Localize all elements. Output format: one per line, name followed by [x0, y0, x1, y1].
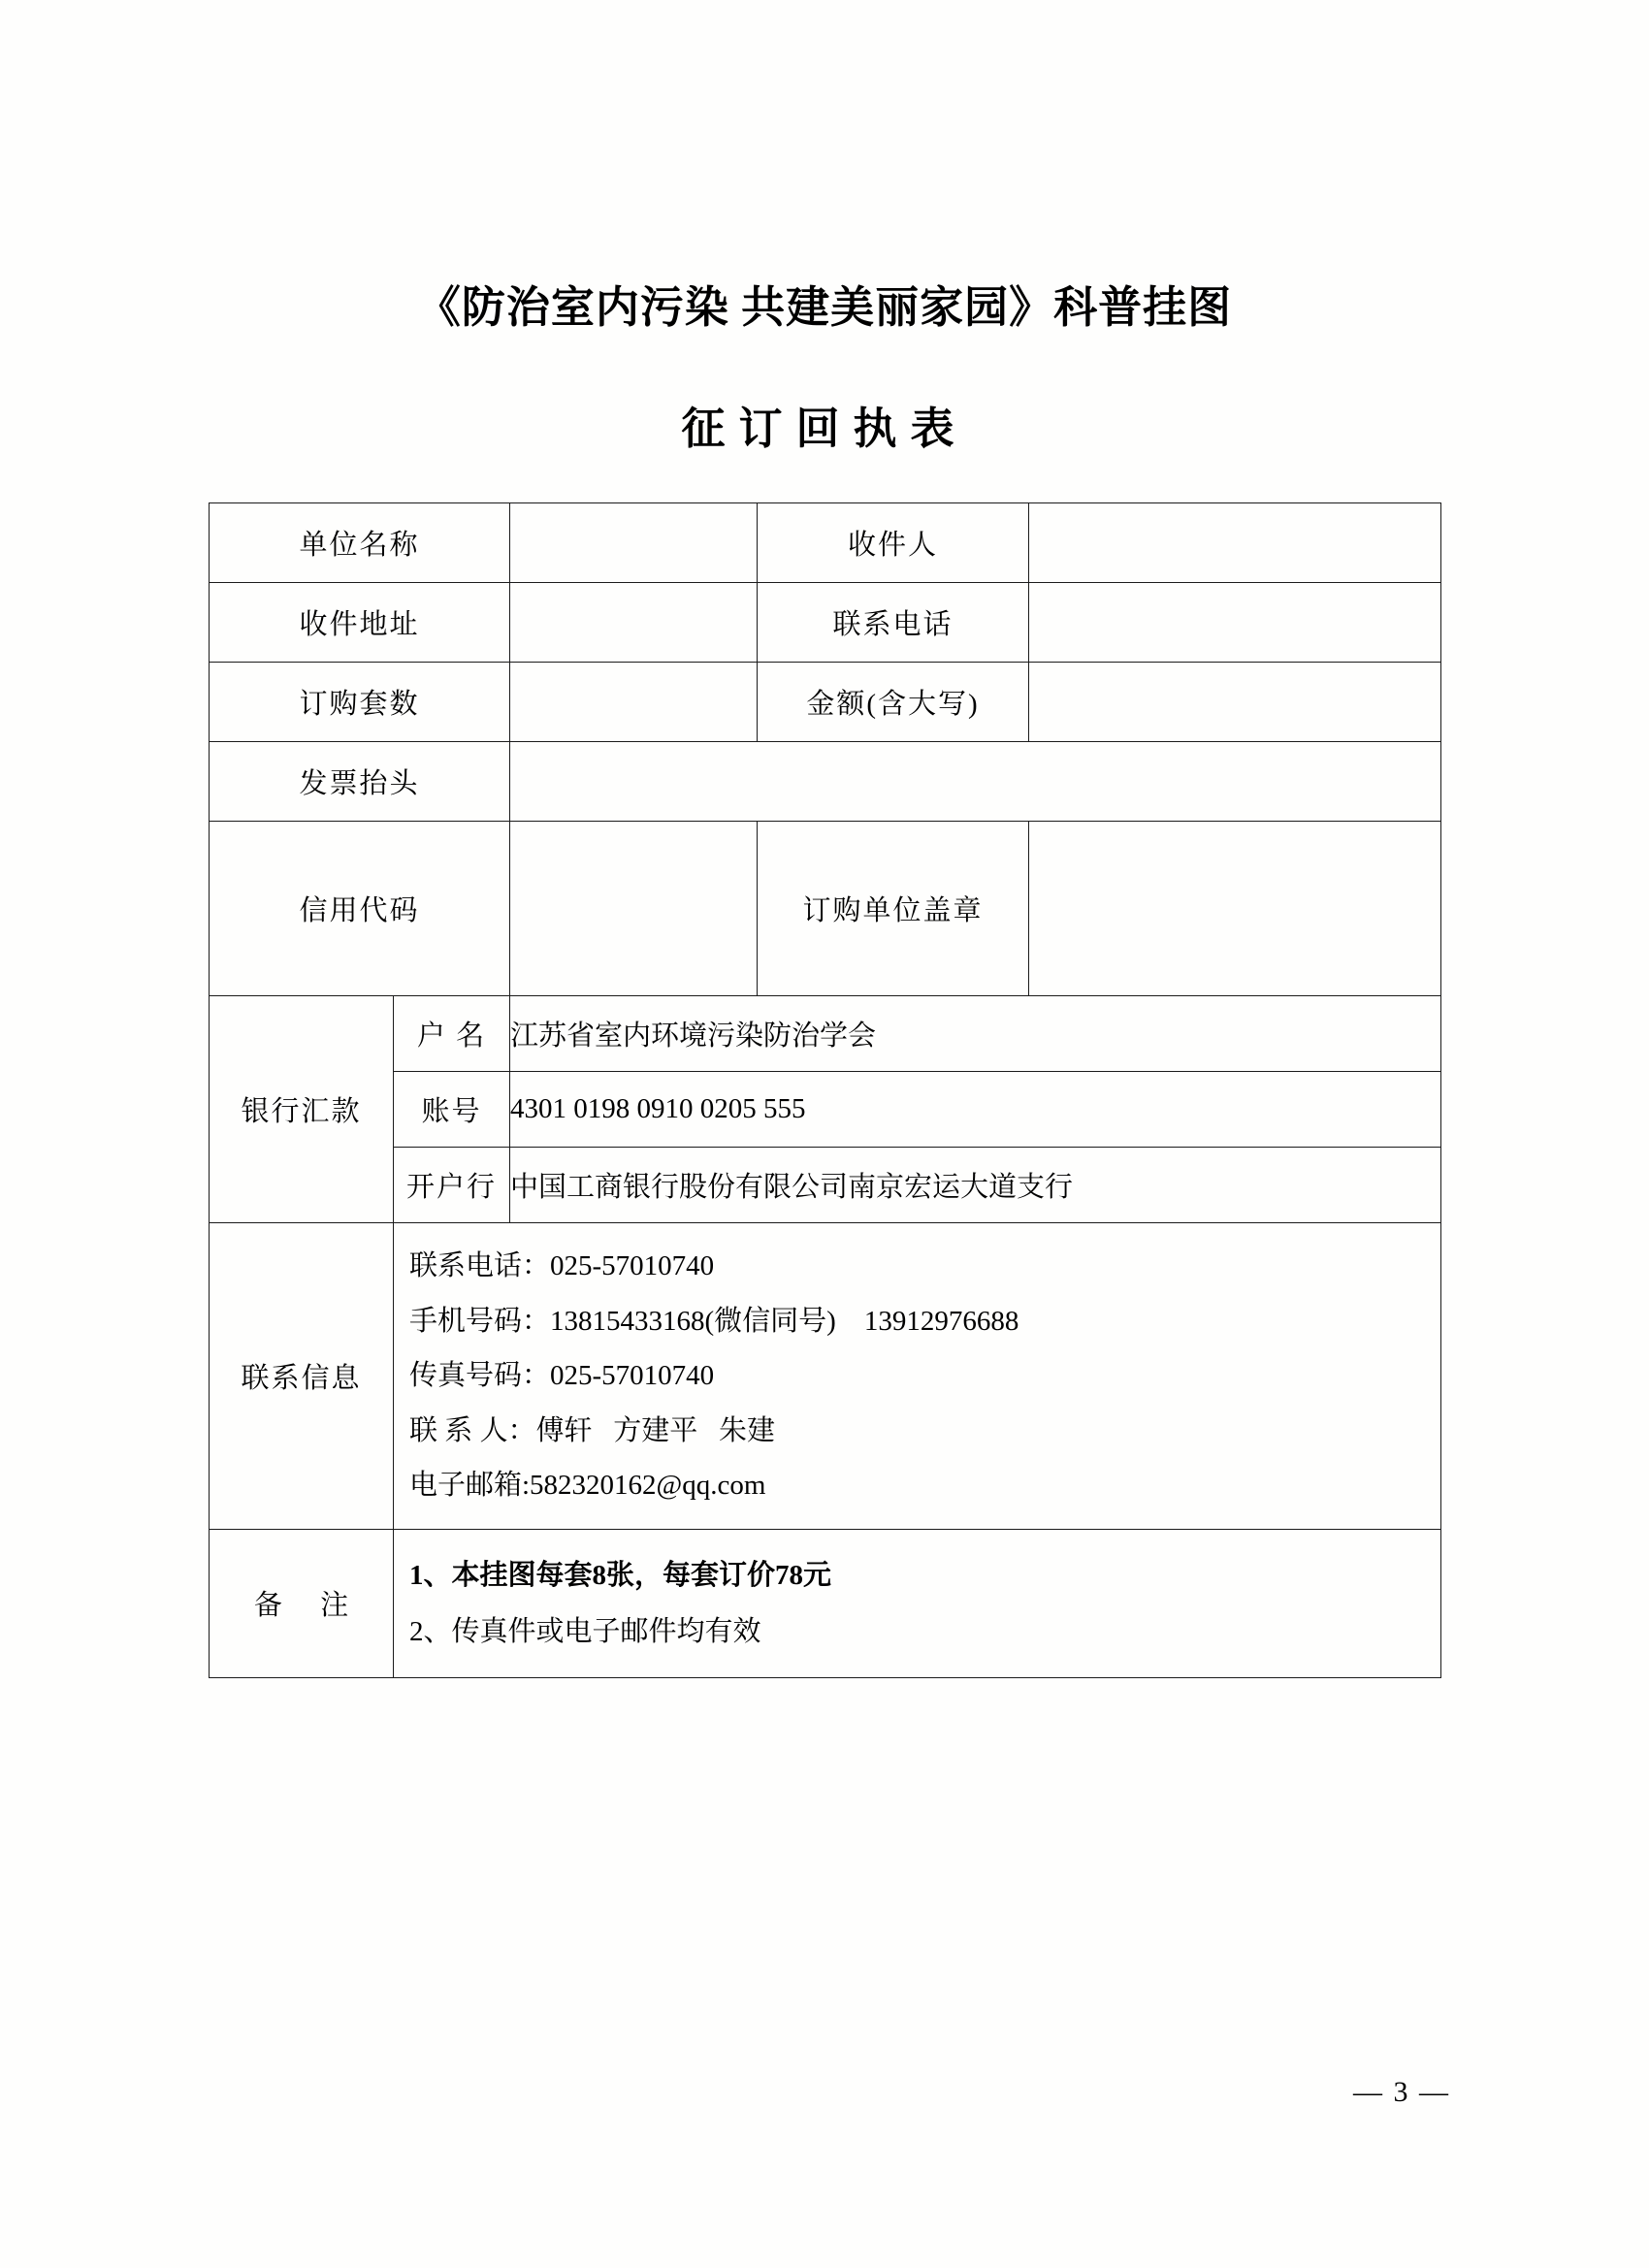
remark-line-1: 1、本挂图每套8张，每套订价78元	[409, 1559, 832, 1591]
contact-line-person: 联 系 人：傅轩 方建平 朱建	[409, 1414, 776, 1446]
account-name-label: 户 名	[394, 996, 510, 1072]
table-row	[210, 1529, 1441, 1677]
remark-line-2: 2、传真件或电子邮件均有效	[409, 1615, 761, 1647]
contact-info-label: 联系信息	[210, 1223, 394, 1530]
phone-label: 联系电话	[758, 583, 1029, 663]
recipient-label: 收件人	[758, 503, 1029, 583]
account-name-value: 江苏省室内环境污染防治学会	[510, 996, 1441, 1072]
table-row	[210, 663, 1441, 742]
address-input[interactable]	[510, 583, 758, 663]
page-title: 《防治室内污染 共建美丽家园》科普挂图	[416, 283, 1233, 332]
table-row	[210, 1148, 1441, 1223]
bank-transfer-label: 银行汇款	[210, 996, 394, 1223]
credit-code-label: 信用代码	[210, 822, 510, 996]
unit-name-label: 单位名称	[210, 503, 510, 583]
contact-line-phone: 联系电话：025-57010740	[409, 1250, 715, 1281]
bank-branch-value: 中国工商银行股份有限公司南京宏运大道支行	[510, 1148, 1441, 1223]
subscription-form-table	[209, 502, 1441, 1678]
invoice-title-input[interactable]	[510, 742, 1441, 822]
table-row	[210, 822, 1441, 996]
amount-label: 金额(含大写)	[758, 663, 1029, 742]
table-row	[210, 1072, 1441, 1148]
amount-input[interactable]	[1029, 663, 1441, 742]
credit-code-input[interactable]	[510, 822, 758, 996]
table-row	[210, 996, 1441, 1072]
seal-label: 订购单位盖章	[758, 822, 1029, 996]
contact-info-block	[394, 1223, 1441, 1530]
sets-label: 订购套数	[210, 663, 510, 742]
account-no-value: 4301 0198 0910 0205 555	[510, 1072, 1441, 1148]
page-subtitle: 征订回执表	[681, 405, 968, 453]
page-number: — 3 —	[1353, 2076, 1450, 2108]
phone-input[interactable]	[1029, 583, 1441, 663]
contact-line-fax: 传真号码：025-57010740	[409, 1360, 715, 1392]
bank-branch-label: 开户行	[394, 1148, 510, 1223]
table-row	[210, 503, 1441, 583]
contact-line-mobile: 手机号码：13815433168(微信同号) 13912976688	[409, 1305, 1019, 1337]
table-row	[210, 742, 1441, 822]
invoice-title-label: 发票抬头	[210, 742, 510, 822]
table-row	[210, 1223, 1441, 1530]
contact-line-email: 电子邮箱:582320162@qq.com	[409, 1470, 766, 1502]
account-no-label: 账号	[394, 1072, 510, 1148]
recipient-input[interactable]	[1029, 503, 1441, 583]
unit-name-input[interactable]	[510, 503, 758, 583]
address-label: 收件地址	[210, 583, 510, 663]
seal-area[interactable]	[1029, 822, 1441, 996]
sets-input[interactable]	[510, 663, 758, 742]
table-row	[210, 583, 1441, 663]
remarks-block	[394, 1529, 1441, 1677]
remarks-label: 备 注	[210, 1529, 394, 1677]
